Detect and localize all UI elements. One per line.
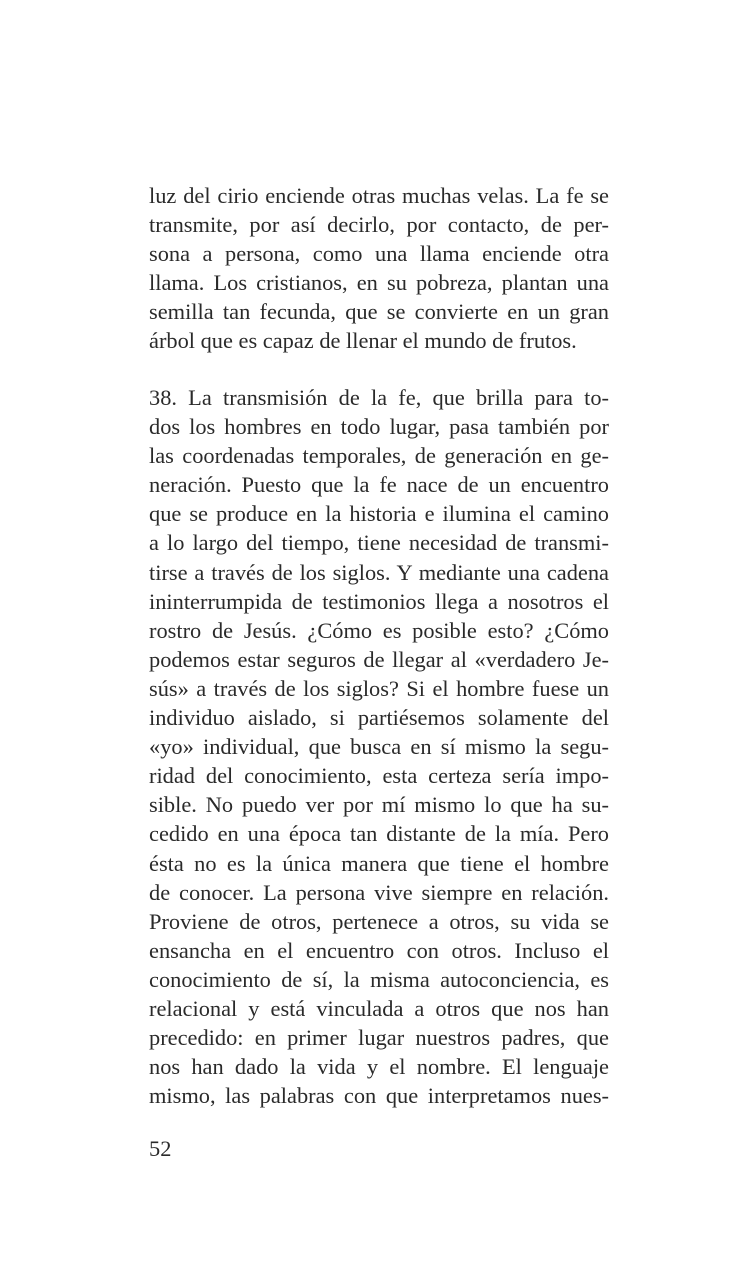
text-line: Proviene de otros, pertenece a otros, su vida se <box>149 908 609 934</box>
text-line: ridad del conocimiento, esta certeza sería impo- <box>149 763 609 789</box>
text-line: podemos estar seguros de llegar al «verdadero Je- <box>149 646 609 672</box>
text-line: sús» a través de los siglos? Si el hombre fuese un <box>149 675 609 701</box>
text-line: árbol que es capaz de llenar el mundo de frutos. <box>149 328 577 354</box>
text-line: sible. No puedo ver por mí mismo lo que ha su- <box>149 792 609 818</box>
text-line: de conocer. La persona vive siempre en relación. <box>149 879 609 905</box>
text-line: nos han dado la vida y el nombre. El lenguaje <box>149 1054 609 1080</box>
text-line: precedido: en primer lugar nuestros padres, que <box>149 1025 609 1051</box>
text-line: rostro de Jesús. ¿Cómo es posible esto? ¿Cómo <box>149 617 609 643</box>
text-line: dos los hombres en todo lugar, pasa también por <box>149 414 609 440</box>
text-line: sona a persona, como una llama enciende otra <box>149 241 609 267</box>
text-line: ensancha en el encuentro con otros. Incluso el <box>149 937 609 963</box>
text-line: semilla tan fecunda, que se convierte en un gran <box>149 299 609 325</box>
text-line: luz del cirio enciende otras muchas velas. La fe se <box>149 183 609 208</box>
text-line: 38. La transmisión de la fe, que brilla para to- <box>149 385 609 410</box>
text-line: cedido en una época tan distante de la mía. Pero <box>149 821 609 847</box>
text-line: «yo» individual, que busca en sí mismo la segu- <box>149 734 609 760</box>
text-line: ininterrumpida de testimonios llega a nosotros el <box>149 588 609 614</box>
paragraph-38 <box>149 383 609 1110</box>
text-line: a lo largo del tiempo, tiene necesidad de transmi- <box>149 530 609 556</box>
text-line: neración. Puesto que la fe nace de un encuentro <box>149 472 609 498</box>
text-line: individuo aislado, si partiésemos solamente del <box>149 705 609 731</box>
text-line: las coordenadas temporales, de generación en ge- <box>149 443 609 469</box>
text-line: tirse a través de los siglos. Y mediante una cadena <box>149 559 609 585</box>
text-line: llama. Los cristianos, en su pobreza, plantan una <box>149 270 609 296</box>
text-line: transmite, por así decirlo, por contacto, de per- <box>149 212 609 238</box>
page-number: 52 <box>149 1136 172 1161</box>
paragraph-continuation <box>149 181 609 356</box>
text-line: relacional y está vinculada a otros que nos han <box>149 995 609 1021</box>
text-line: ésta no es la única manera que tiene el hombre <box>149 850 609 876</box>
text-line: mismo, las palabras con que interpretamos nues- <box>149 1083 609 1109</box>
text-line: que se produce en la historia e ilumina el camino <box>149 501 609 527</box>
text-line: conocimiento de sí, la misma autoconciencia, es <box>149 966 609 992</box>
